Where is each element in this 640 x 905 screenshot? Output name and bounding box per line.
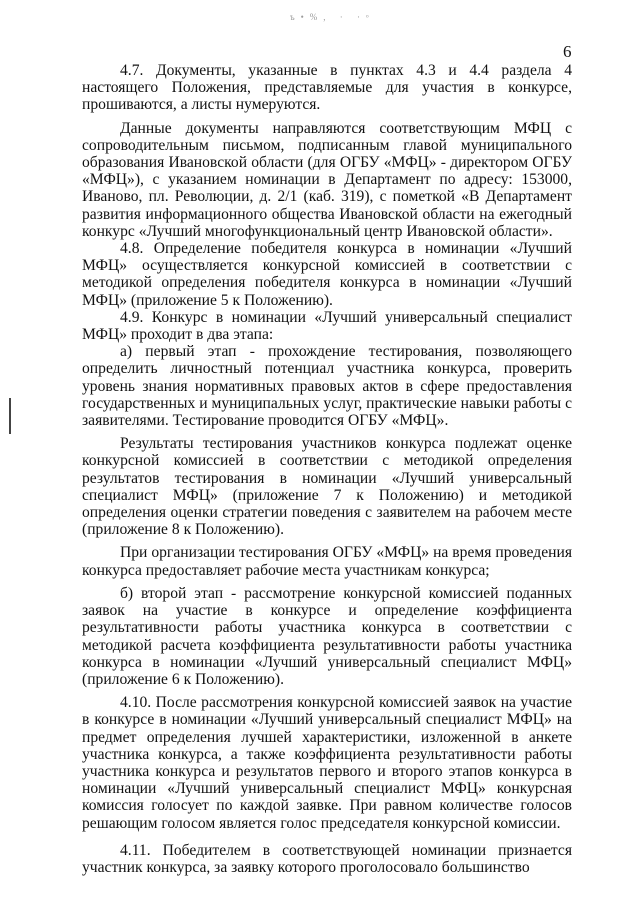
paragraph-4-7: 4.7. Документы, указанные в пунктах 4.3 и 4.4 раздела 4 настоящего Положения, представляемые для участия в конкурсе, прошиваются, а листы нумеруются. xyxy=(82,62,572,114)
scan-edge-mark xyxy=(9,398,11,434)
paragraph-4-11: 4.11. Победителем в соответствующей номинации признается участник конкурса, за заявку которого проголосовало большинство xyxy=(82,841,572,876)
scan-artifact: ъ•%, · ·ᵒ xyxy=(290,12,375,22)
paragraph-stage-2: б) второй этап - рассмотрение конкурсной комиссией поданных заявок на участие в конкурсе и определение коэффициента результативности работы участника конкурса в соответствии с методикой расчета коэффициента результативности работы участника конкурса в номинации «Лучший универсальный специалист МФЦ» (приложение 6 к Положению). xyxy=(82,584,572,688)
paragraph-test-results: Результаты тестирования участников конкурса подлежат оценке конкурсной комиссией в соответствии с методикой определения результатов тестирования в номинации «Лучший универсальный специалист МФЦ» (приложение 7 к Положению) и методикой определения оценки стратегии поведения с заявителем на рабочем месте (приложение 8 к Положению). xyxy=(82,435,572,539)
paragraph-documents-sending: Данные документы направляются соответствующим МФЦ с сопроводительным письмом, подписанным главой муниципального образования Ивановской области (для ОГБУ «МФЦ» - директором ОГБУ «МФЦ»), с указанием номинации в Департамент по адресу: 153000, Иваново, пл. Революции, д. 2/1 (каб. 319), с пометкой «В Департамент развития информационного общества Ивановской области на ежегодный конкурс «Лучший многофункциональный центр Ивановской области». xyxy=(82,119,572,240)
paragraph-testing-organization: При организации тестирования ОГБУ «МФЦ» на время проведения конкурса предоставляет рабочие места участникам конкурса; xyxy=(82,544,572,579)
paragraph-4-9: 4.9. Конкурс в номинации «Лучший универсальный специалист МФЦ» проходит в два этапа: xyxy=(82,308,572,344)
paragraph-stage-1: а) первый этап - прохождение тестирования, позволяющего определить личностный потенциал участника конкурса, проверить уровень знания нормативных правовых актов в сфере предоставления государственных и муниципальных услуг, практические навыки работы с заявителями. Тестирование проводится ОГБУ «МФЦ». xyxy=(82,343,572,430)
paragraph-4-10: 4.10. После рассмотрения конкурсной комиссией заявок на участие в конкурсе в номинации «Лучший универсальный специалист МФЦ» на предмет определения лучшей характеристики, изложенной в анкете участника конкурса, а также коэффициента результативности работы участника конкурса и результатов первого и второго этапов конкурса в номинации «Лучший универсальный специалист МФЦ» конкурсная комиссия голосует по каждой заявке. При равном количестве голосов решающим голосом является голос председателя конкурсной комиссии. xyxy=(82,694,572,832)
document-body xyxy=(82,62,572,876)
page-number: 6 xyxy=(563,42,572,61)
paragraph-4-8: 4.8. Определение победителя конкурса в номинации «Лучший МФЦ» осуществляется конкурсной комиссией в соответствии с методикой определения победителя конкурса в номинации «Лучший МФЦ» (приложение 5 к Положению). xyxy=(82,240,572,309)
